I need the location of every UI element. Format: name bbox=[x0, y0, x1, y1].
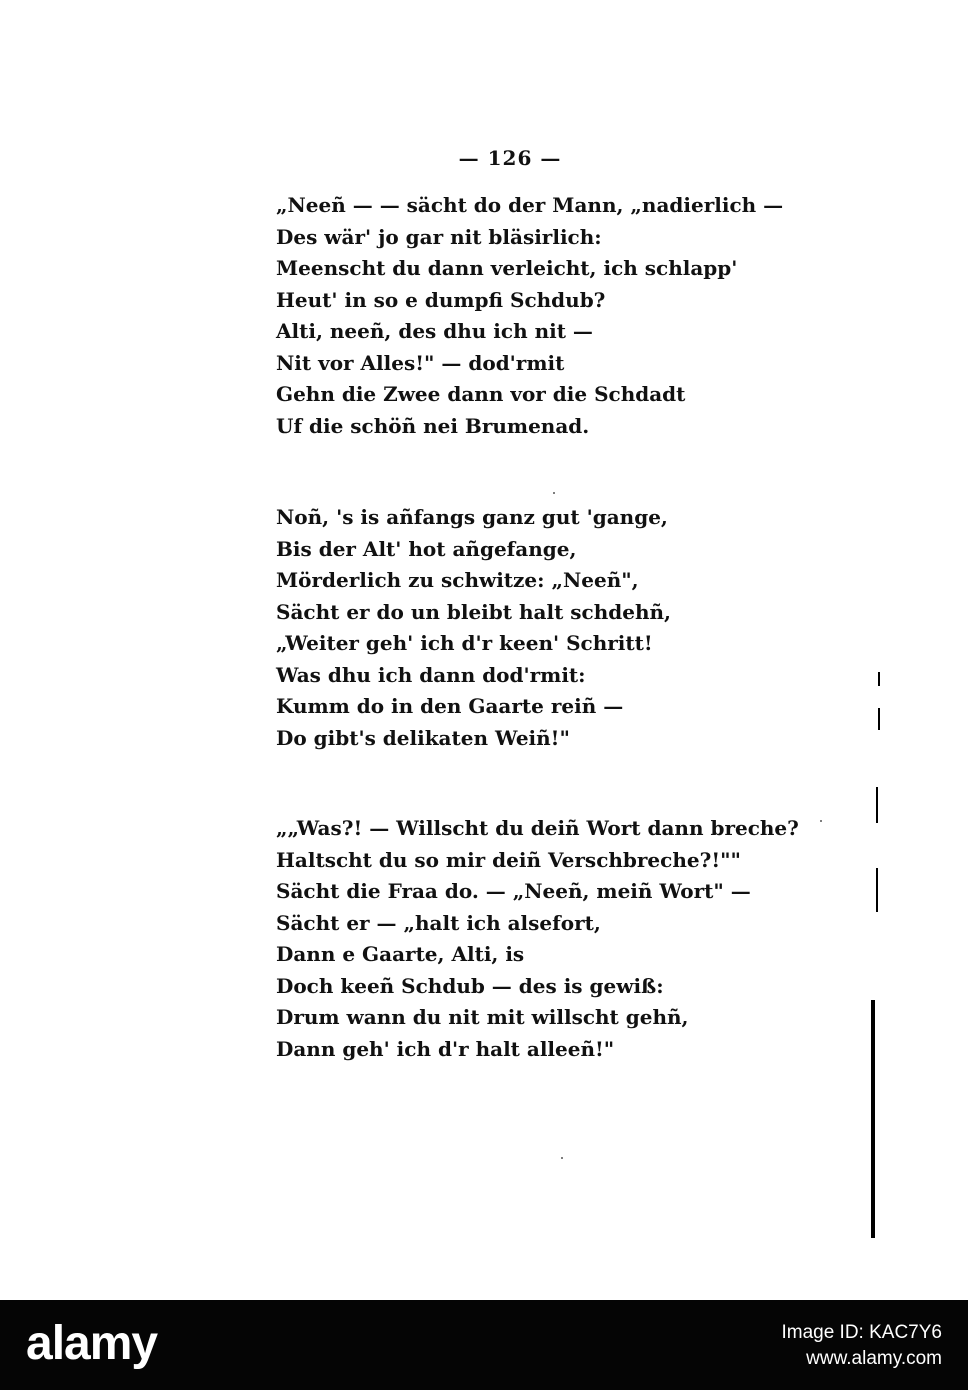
verse-line: Haltscht du so mir deiñ Verschbreche?!"" bbox=[276, 847, 741, 872]
verse-line: Dann geh' ich d'r halt alleeñ!" bbox=[276, 1036, 615, 1061]
verse-line: Meenscht du dann verleicht, ich schlapp' bbox=[276, 256, 738, 280]
verse-line: Noñ, 's is añfangs ganz gut 'gange, bbox=[276, 505, 668, 529]
scan-margin-mark bbox=[878, 672, 880, 686]
image-id: Image ID: KAC7Y6 bbox=[781, 1322, 942, 1343]
verse-line: Drum wann du nit mit willscht gehñ, bbox=[276, 1005, 689, 1029]
verse-line: Kumm do in den Gaarte reiñ — bbox=[276, 694, 624, 718]
verse-line: Doch keeñ Schdub — des is gewiß: bbox=[276, 973, 664, 998]
verse-line: Sächt er do un bleibt halt schdehñ, bbox=[276, 599, 671, 624]
verse-line: Dann e Gaarte, Alti, is bbox=[276, 942, 525, 966]
verse-line: Do gibt's delikaten Weiñ!" bbox=[276, 725, 570, 750]
verse-line: Sächt die Fraa do. — „Neeñ, meiñ Wort" — bbox=[276, 879, 751, 903]
verse-line: Heut' in so e dumpfi Schdub? bbox=[276, 287, 606, 312]
watermark-footer bbox=[0, 1300, 968, 1390]
stanza-1 bbox=[276, 190, 783, 442]
scan-margin-mark bbox=[878, 708, 880, 730]
verse-line: „Weiter geh' ich d'r keen' Schritt! bbox=[276, 631, 653, 655]
scan-margin-mark bbox=[876, 787, 878, 823]
stanza-2 bbox=[276, 502, 671, 754]
alamy-logo: alamy bbox=[26, 1317, 158, 1370]
verse-line: Nit vor Alles!" — dod'rmit bbox=[276, 350, 565, 375]
verse-line: „„Was?! — Willscht du deiñ Wort dann breche? bbox=[276, 816, 799, 840]
verse-line: Was dhu ich dann dod'rmit: bbox=[276, 662, 586, 687]
verse-line: Gehn die Zwee dann vor die Schdadt bbox=[276, 382, 686, 406]
verse-line: Alti, neeñ, des dhu ich nit — bbox=[276, 319, 593, 343]
verse-line: Bis der Alt' hot añgefange, bbox=[276, 536, 577, 561]
scan-speck bbox=[561, 1157, 563, 1159]
verse-line: Sächt er — „halt ich alsefort, bbox=[276, 910, 601, 935]
verse-line: Des wär' jo gar nit bläsirlich: bbox=[276, 224, 602, 249]
stanza-3 bbox=[276, 813, 799, 1065]
verse-line: Mörderlich zu schwitze: „Neeñ", bbox=[276, 568, 639, 592]
scan-margin-mark bbox=[876, 868, 878, 912]
verse-line: „Neeñ — — sächt do der Mann, „nadierlich — bbox=[276, 193, 784, 217]
page-number: — 126 — bbox=[458, 146, 562, 170]
scan-binding-edge bbox=[871, 1000, 875, 1238]
site-url: www.alamy.com bbox=[806, 1348, 942, 1369]
scan-speck bbox=[820, 820, 822, 822]
scan-speck bbox=[553, 492, 555, 494]
verse-line: Uf die schöñ nei Brumenad. bbox=[276, 413, 590, 438]
